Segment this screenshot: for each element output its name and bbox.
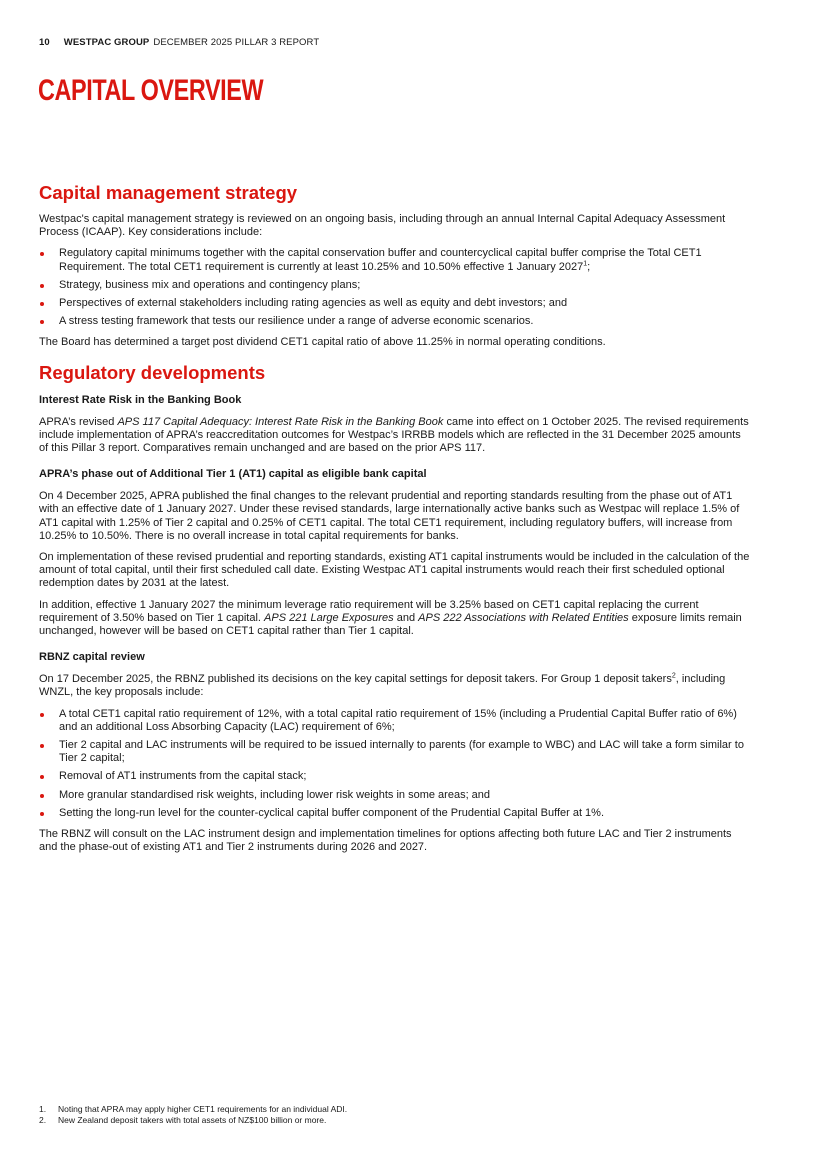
bullet-icon <box>40 713 44 717</box>
bullet-icon <box>40 744 44 748</box>
list-item: Setting the long-run level for the counter-cyclical capital buffer component of the Prudential Capital Buffer at 1%. <box>39 807 751 820</box>
rbnz-closing: The RBNZ will consult on the LAC instrument design and implementation timelines for options affecting both future LAC and Tier 2 instruments and the phase-out of existing AT1 and Tier 2 instruments during 2026 and 2027. <box>39 828 732 854</box>
brand-name: WESTPAC GROUP <box>63 37 150 48</box>
at1-paragraph-2: On implementation of these revised prudential and reporting standards, existing AT1 capital instruments would be included in the calculation of the amount of total capital, until their first scheduled call date. Existing Westpac AT1 capital instruments would reach their first scheduled optional redemption dates by 2031 at the latest. <box>39 551 750 590</box>
list-item: Perspectives of external stakeholders including rating agencies as well as equity and debt investors; and <box>39 297 751 310</box>
bullet-icon <box>40 320 44 324</box>
section-heading-regulatory: Regulatory developments <box>39 361 266 383</box>
irrbb-paragraph: APRA’s revised APS 117 Capital Adequacy: Interest Rate Risk in the Banking Book came into effect on 1 October 2025. The revised requirements include implementation of APRA’s reaccreditation outcomes for Westpac’s IRRBB models which are reflected in the 31 December 2025 amounts of this Pillar 3 report. Comparatives remain unchanged and are based on the prior APS 117. <box>39 415 749 455</box>
bullet-icon <box>40 812 44 816</box>
subheading-irrbb: Interest Rate Risk in the Banking Book <box>39 393 242 406</box>
footnote-ref: 1 <box>583 259 588 267</box>
list-item: More granular standardised risk weights, including lower risk weights in some areas; and <box>39 789 751 802</box>
capital-closing: The Board has determined a target post dividend CET1 capital ratio of above 11.25% in normal operating conditions. <box>39 336 606 349</box>
list-item: Strategy, business mix and operations and contingency plans; <box>39 279 751 292</box>
bullet-icon <box>40 284 44 288</box>
list-item: A stress testing framework that tests our resilience under a range of adverse economic scenarios. <box>39 315 751 328</box>
rbnz-intro: On 17 December 2025, the RBNZ published its decisions on the key capital settings for deposit takers. For Group 1 deposit takers$^2$, including WNZL, the key proposals include: <box>39 672 726 699</box>
footnote-ref: 2 <box>671 672 676 680</box>
page-header <box>39 37 319 48</box>
section-heading-capital: Capital management strategy <box>39 182 298 203</box>
capital-intro: Westpac's capital management strategy is reviewed on an ongoing basis, including through an annual Internal Capital Adequacy Assessment Process (ICAAP). Key considerations include: <box>39 213 726 239</box>
page-title: CAPITAL OVERVIEW <box>38 74 264 107</box>
bullet-icon <box>40 775 44 779</box>
bullet-icon <box>40 302 44 306</box>
at1-paragraph-3: In addition, effective 1 January 2027 the minimum leverage ratio requirement will be 3.25% based on CET1 capital replacing the current requirement of 3.50% based on Tier 1 capital. APS 221 Large Exposures and APS 222 Associations with Related Entities exposure limits remain unchanged, however will be based on CET1 capital rather than Tier 1 capital. <box>39 598 742 638</box>
subheading-rbnz: RBNZ capital review <box>39 651 145 664</box>
main-content <box>39 182 751 863</box>
list-item: A total CET1 capital ratio requirement of 12%, with a total capital ratio requirement of 15% (including a Prudential Capital Buffer ratio of 6%) and an additional Loss Absorbing Capacity (LAC) requirement of 6%; <box>39 708 751 734</box>
bullet-icon <box>40 252 44 256</box>
list-item: Regulatory capital minimums together with the capital conservation buffer and countercyclical capital buffer comprise the Total CET1 Requirement. The total CET1 requirement is currently at least 10.25% and 10.50% effective 1 January 2027$^1$; <box>39 247 751 273</box>
capital-bullet-list <box>39 247 751 328</box>
footnote: 1. Noting that APRA may apply higher CET1 requirements for an individual ADI. <box>39 1104 348 1114</box>
bullet-icon <box>40 794 44 798</box>
subheading-at1: APRA’s phase out of Additional Tier 1 (AT1) capital as eligible bank capital <box>39 468 427 481</box>
page-number: 10 <box>39 37 50 48</box>
report-name: DECEMBER 2025 PILLAR 3 REPORT <box>153 37 320 48</box>
rbnz-bullet-list <box>39 708 751 820</box>
list-item: Removal of AT1 instruments from the capital stack; <box>39 770 751 783</box>
footnotes <box>39 1104 739 1126</box>
list-item: Tier 2 capital and LAC instruments will be required to be issued internally to parents (for example to WBC) and LAC will take a form similar to Tier 2 capital; <box>39 739 751 765</box>
footnote: 2. New Zealand deposit takers with total assets of NZ$100 billion or more. <box>39 1115 327 1125</box>
at1-paragraph-1: On 4 December 2025, APRA published the final changes to the relevant prudential and reporting standards resulting from the phase out of AT1 with an effective date of 1 January 2027. Under these revised standards, large internationally active banks such as Westpac will replace 1.5% of AT1 capital with 1.25% of Tier 2 capital and 0.25% of CET1 capital. The total CET1 requirement, including regulatory buffers, will increase from 10.25% to 10.50%. There is no overall increase in total capital requirements for banks. <box>39 490 740 542</box>
